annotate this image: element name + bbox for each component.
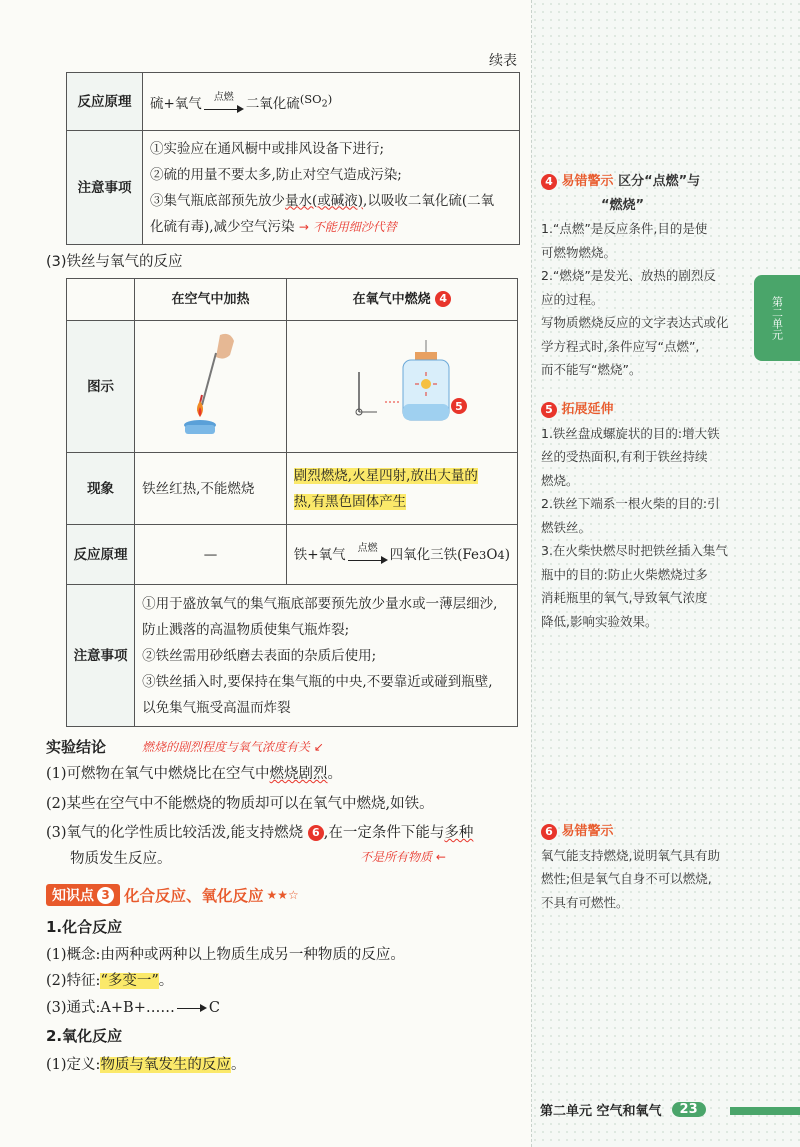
oxidation-definition: (1)定义:物质与氧发生的反应。	[46, 1057, 246, 1073]
oxidation-heading: 2.氧化反应	[46, 1027, 123, 1045]
combination-concept: (1)概念:由两种或两种以上物质生成另一种物质的反应。	[46, 947, 405, 963]
phen-air: 铁丝红热,不能燃烧	[135, 453, 287, 525]
figure-air-heating	[135, 321, 287, 453]
knowledge-badge: 知识点 3	[46, 884, 120, 906]
row-label-principle-iron: 反应原理	[67, 525, 135, 585]
handwritten-note-not-all: 不是所有物质 ←	[360, 850, 446, 864]
page-number: 23	[672, 1102, 706, 1117]
sulfur-table	[66, 72, 520, 245]
footer-bar	[730, 1107, 800, 1115]
row-label-phenomenon: 现象	[67, 453, 135, 525]
iron-equation: 铁+氧气 点燃 四氧化三铁(Fe 3 O 4 )	[286, 525, 517, 585]
handwritten-note: → 不能用细沙代替	[298, 219, 397, 234]
conclusion-1: (1)可燃物在氧气中燃烧比在空气中燃烧剧烈。	[46, 766, 343, 782]
arrow-icon	[177, 998, 207, 1018]
knowledge-point-header	[46, 884, 299, 906]
page-footer	[540, 1100, 706, 1119]
oxygen-bottle-burning-icon	[337, 332, 467, 442]
row-label-notes-iron: 注意事项	[67, 585, 135, 727]
row-label-figure: 图示	[67, 321, 135, 453]
figure-oxygen-burning	[286, 321, 517, 453]
conclusion-3-cont: 物质发生反应。	[70, 851, 172, 867]
handwritten-note-concentration: 燃烧的剧烈程度与氧气浓度有关 ↙	[142, 740, 324, 754]
iron-notes: ①用于盛放氧气的集气瓶底部要预先放少量水或一薄层细沙, 防止溅落的高温物质使集气瓶炸裂; ②铁丝需用砂纸磨去表面的杂质后使用; ③铁丝插入时,要保持在集气瓶的中央,不要靠近或碰到瓶壁, 以免集气瓶受高温而炸裂	[135, 585, 518, 727]
iron-table	[66, 278, 518, 727]
reaction-arrow-icon: 点燃	[348, 548, 388, 568]
side-note-4: 4 易错警示 区分“点燃”与 “燃烧” 1.“点燃”是反应条件,目的是使 可燃物燃烧。 2.“燃烧”是发光、放热的剧烈反 应的过程。 写物质燃烧反应的文字表达式或化 学方程式时,条件应写“点燃”, 而不能写“燃烧”。	[541, 174, 729, 377]
svg-text:5: 5	[455, 399, 463, 413]
continued-label: 续表	[489, 53, 517, 69]
principle-air: —	[135, 525, 287, 585]
star-rating-icon: ★★☆	[266, 888, 299, 902]
sulfur-notes: ①实验应在通风橱中或排风设备下进行; ②硫的用量不要太多,防止对空气造成污染; ③集气瓶底部预先放少量水(或碱液),以吸收二氧化硫(二氧 化硫有毒),减少空气污染 → 不能用细沙代替	[143, 131, 520, 245]
combination-feature: (2)特征:“多变一”。	[46, 973, 174, 989]
combination-heading: 1.化合反应	[46, 918, 123, 936]
side-note-6: 6 易错警示 氧气能支持燃烧,说明氧气具有助 燃性;但是氧气自身不可以燃烧, 不具有可燃性。	[541, 824, 720, 910]
row-label-notes: 注意事项	[67, 131, 143, 245]
reaction-arrow-icon: 点燃	[204, 97, 244, 117]
conclusion-title: 实验结论	[46, 738, 107, 756]
combination-formula: (3)通式:A+B+…… C	[46, 1000, 220, 1016]
footer-chapter: 第二单元 空气和氧气	[540, 1104, 662, 1119]
conclusion-3: (3)氧气的化学性质比较活泼,能支持燃烧 6 ,在一定条件下能与多种	[46, 825, 474, 841]
column-divider	[531, 0, 532, 1147]
alcohol-lamp-heating-icon	[170, 325, 250, 440]
col-header-oxygen: 在氧气中燃烧 4	[286, 279, 517, 321]
row-label-principle: 反应原理	[67, 73, 143, 131]
col-header-air: 在空气中加热	[135, 279, 287, 321]
eq-product: 二氧化硫	[245, 96, 300, 113]
conclusion-2: (2)某些在空气中不能燃烧的物质却可以在氧气中燃烧,如铁。	[46, 796, 434, 812]
marker-6: 6	[308, 825, 324, 841]
sulfur-equation: 硫+氧气 点燃 二氧化硫 $(SO_2)$	[143, 73, 520, 131]
phen-oxygen: 剧烈燃烧,火星四射,放出大量的 热,有黑色固体产生	[286, 453, 517, 525]
eq-reactants: 硫+氧气	[150, 96, 202, 113]
side-note-5: 5 拓展延伸 1.铁丝盘成螺旋状的目的:增大铁 丝的受热面积,有利于铁丝持续 燃烧。 2.铁丝下端系一根火柴的目的:引 燃铁丝。 3.在火柴快燃尽时把铁丝插入集气 瓶中的目的:防止火柴燃烧过多 消耗瓶里的氧气,导致氧气浓度 降低,影响实验效果。	[541, 402, 728, 629]
iron-heading: (3)铁丝与氧气的反应	[46, 254, 183, 270]
unit-tab[interactable]: 第二单元	[754, 275, 800, 361]
marker-4: 4	[435, 291, 451, 307]
knowledge-title: 化合反应、氧化反应	[124, 887, 264, 905]
